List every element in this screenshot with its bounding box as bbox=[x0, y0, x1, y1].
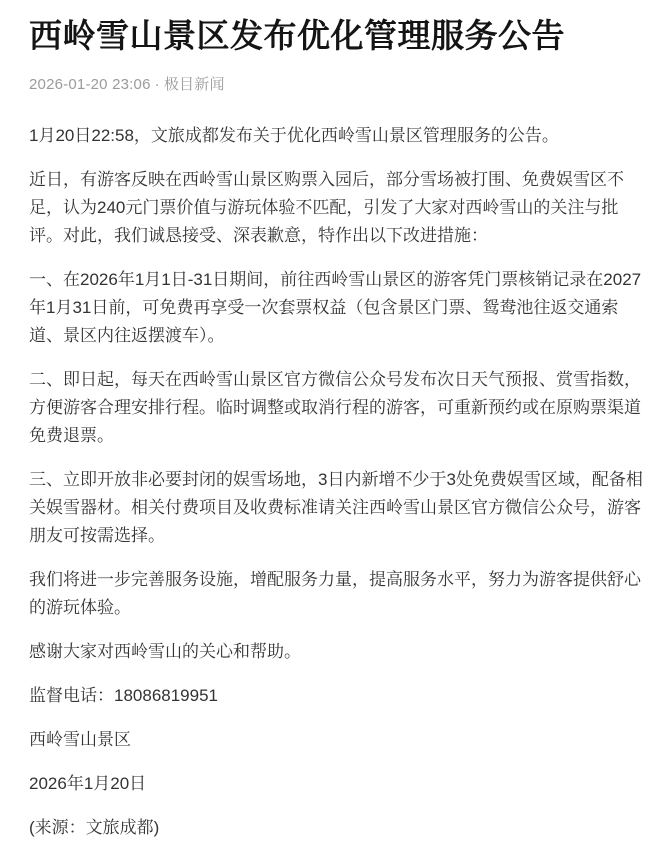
paragraph-sign-date: 2026年1月20日 bbox=[29, 774, 147, 793]
article-title: 西岭雪山景区发布优化管理服务公告 bbox=[29, 17, 565, 54]
paragraph-intro: 1月20日22:58，文旅成都发布关于优化西岭雪山景区管理服务的公告。 bbox=[29, 126, 559, 145]
article-body bbox=[29, 122, 648, 842]
meta-separator: · bbox=[154, 76, 160, 93]
paragraph-measure-3: 三、立即开放非必要封闭的娱雪场地，3日内新增不少于3处免费娱雪区域，配备相关娱雪器材。相关付费项目及收费标准请关注西岭雪山景区官方微信公众号，游客朋友可按需选择。 bbox=[29, 470, 643, 545]
paragraph-source-credit: (来源：文旅成都) bbox=[29, 818, 160, 837]
paragraph-supervision-phone: 监督电话：18086819951 bbox=[29, 686, 219, 705]
paragraph-signature: 西岭雪山景区 bbox=[29, 730, 131, 749]
paragraph-measure-2: 二、即日起，每天在西岭雪山景区官方微信公众号发布次日天气预报、赏雪指数，方便游客合理安排行程。临时调整或取消行程的游客，可重新预约或在原购票渠道免费退票。 bbox=[29, 370, 641, 445]
paragraph-measure-1: 一、在2026年1月1日-31日期间，前往西岭雪山景区的游客凭门票核销记录在2027年1月31日前，可免费再享受一次套票权益（包含景区门票、鸳鸯池往返交通索道、景区内往返摆渡车）。 bbox=[29, 270, 642, 345]
article-meta bbox=[29, 75, 648, 95]
paragraph-background: 近日，有游客反映在西岭雪山景区购票入园后，部分雪场被打围、免费娱雪区不足，认为240元门票价值与游玩体验不匹配，引发了大家对西岭雪山的关注与批评。对此，我们诚恳接受、深表歉意，特作出以下改进措施： bbox=[29, 170, 624, 245]
paragraph-commitment: 我们将进一步完善服务设施，增配服务力量，提高服务水平，努力为游客提供舒心的游玩体验。 bbox=[29, 570, 641, 617]
paragraph-thanks: 感谢大家对西岭雪山的关心和帮助。 bbox=[29, 642, 301, 661]
publish-datetime: 2026-01-20 23:06 bbox=[29, 76, 151, 93]
publish-source: 极目新闻 bbox=[163, 76, 225, 93]
